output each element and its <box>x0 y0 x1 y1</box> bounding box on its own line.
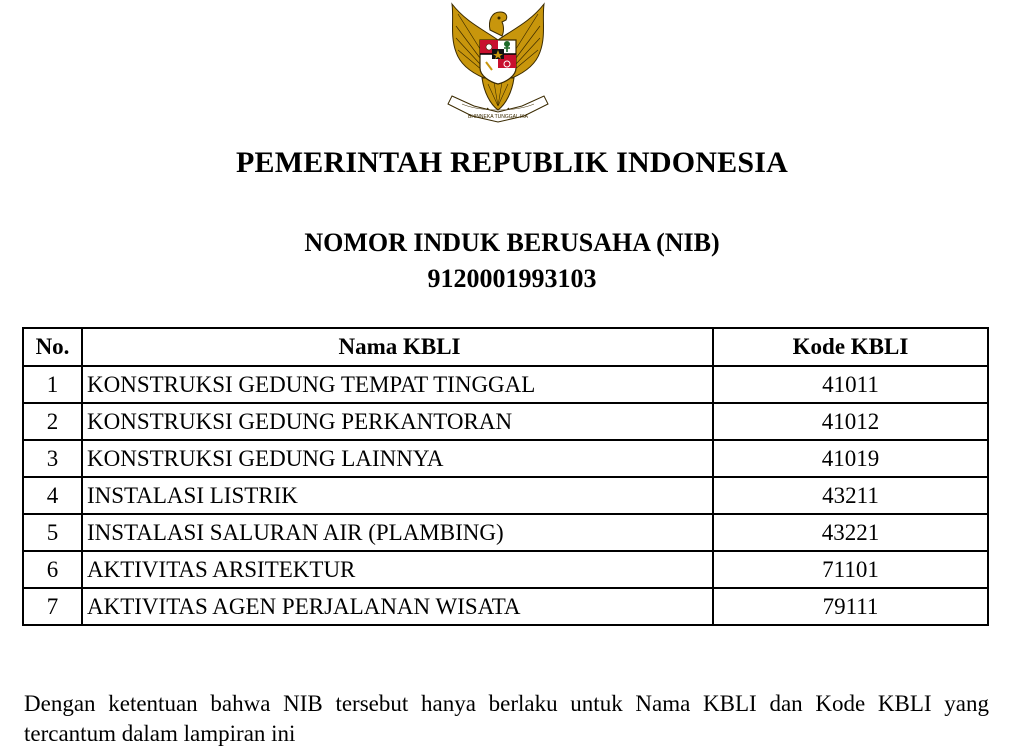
table-row <box>23 477 988 514</box>
garuda-pancasila-icon <box>444 0 552 128</box>
table-row <box>23 551 988 588</box>
column-header-no: No. <box>23 328 82 366</box>
row-kode-kbli: 41019 <box>713 440 988 477</box>
table-header-row <box>23 328 988 366</box>
row-kode-kbli: 41012 <box>713 403 988 440</box>
footer-note: Dengan ketentuan bahwa NIB tersebut hanya berlaku untuk Nama KBLI dan Kode KBLI yang tercantum dalam lampiran ini <box>24 691 989 746</box>
row-no: 6 <box>23 551 82 588</box>
row-kode-kbli: 71101 <box>713 551 988 588</box>
nib-label: NOMOR INDUK BERUSAHA (NIB) <box>304 228 720 257</box>
column-header-nama: Nama KBLI <box>82 328 713 366</box>
motto-text: BHINNEKA TUNGGAL IKA <box>467 114 529 120</box>
row-nama-kbli: AKTIVITAS AGEN PERJALANAN WISATA <box>82 588 713 625</box>
row-nama-kbli: AKTIVITAS ARSITEKTUR <box>82 551 713 588</box>
row-no: 7 <box>23 588 82 625</box>
page-title: PEMERINTAH REPUBLIK INDONESIA <box>236 146 788 179</box>
kbli-table <box>22 327 989 626</box>
row-nama-kbli: INSTALASI LISTRIK <box>82 477 713 514</box>
row-no: 2 <box>23 403 82 440</box>
row-no: 4 <box>23 477 82 514</box>
row-kode-kbli: 43211 <box>713 477 988 514</box>
table-row <box>23 440 988 477</box>
row-nama-kbli: KONSTRUKSI GEDUNG LAINNYA <box>82 440 713 477</box>
table-row <box>23 366 988 403</box>
row-nama-kbli: KONSTRUKSI GEDUNG TEMPAT TINGGAL <box>82 366 713 403</box>
table-row <box>23 514 988 551</box>
row-no: 3 <box>23 440 82 477</box>
table-row <box>23 403 988 440</box>
column-header-kode: Kode KBLI <box>713 328 988 366</box>
row-kode-kbli: 79111 <box>713 588 988 625</box>
row-no: 1 <box>23 366 82 403</box>
nib-number: 9120001993103 <box>427 264 597 293</box>
row-no: 5 <box>23 514 82 551</box>
row-kode-kbli: 43221 <box>713 514 988 551</box>
row-nama-kbli: KONSTRUKSI GEDUNG PERKANTORAN <box>82 403 713 440</box>
table-row <box>23 588 988 625</box>
row-kode-kbli: 41011 <box>713 366 988 403</box>
row-nama-kbli: INSTALASI SALURAN AIR (PLAMBING) <box>82 514 713 551</box>
